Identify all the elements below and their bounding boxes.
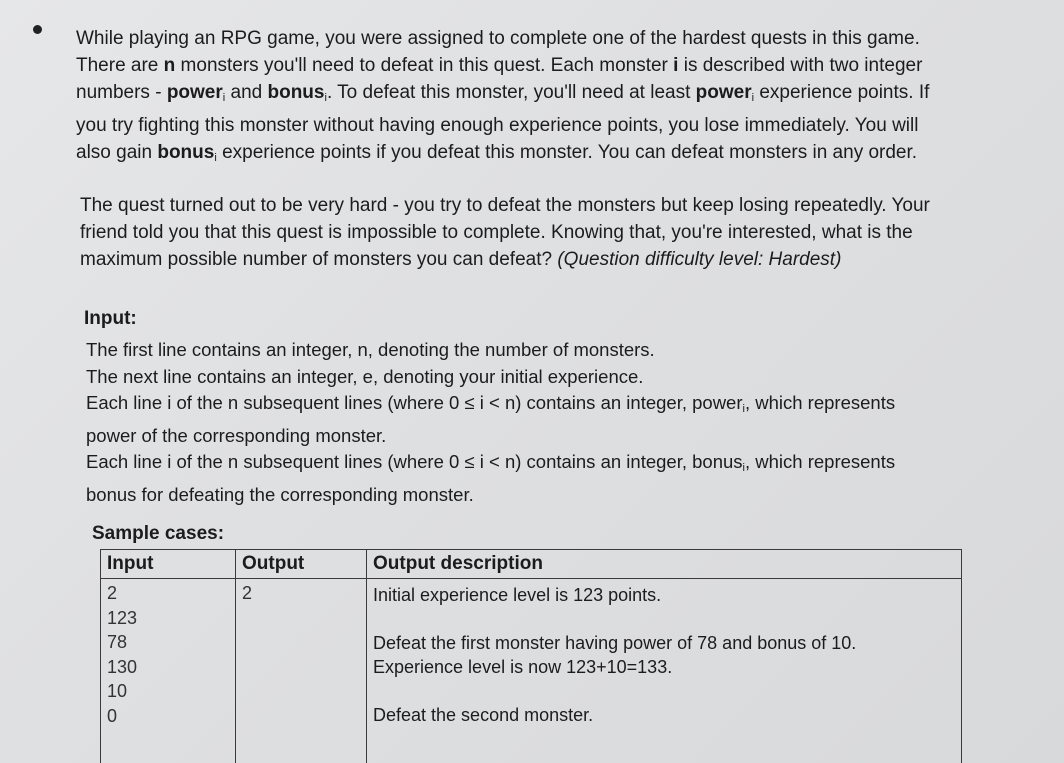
description-line: Initial experience level is 123 points. <box>373 585 662 605</box>
input-heading: Input: <box>84 308 137 329</box>
input-value: 130 <box>107 656 138 677</box>
quest-line-1: The quest turned out to be very hard - you try to defeat the monsters but keep losing repeatedly. Your <box>80 195 930 216</box>
input-value: 78 <box>107 632 128 652</box>
input-line-2: The next line contains an integer, e, denoting your initial experience. <box>86 365 644 387</box>
intro-paragraph <box>76 25 1036 172</box>
table-row <box>101 579 962 763</box>
quest-line-3: maximum possible number of monsters you can defeat? (Question difficulty level: Hardest) <box>80 249 842 270</box>
description-line: Defeat the second monster. <box>373 705 594 725</box>
input-line-1: The first line contains an integer, n, denoting the number of monsters. <box>86 339 655 360</box>
input-cell <box>101 579 236 763</box>
description-line: Experience level is now 123+10=133. <box>373 657 673 677</box>
input-line-4: power of the corresponding monster. <box>86 424 387 446</box>
input-value: 123 <box>107 607 138 628</box>
description-cell <box>367 579 962 763</box>
sample-cases-heading: Sample cases: <box>92 523 225 544</box>
output-value: 2 <box>242 583 253 603</box>
header-output: Output <box>236 550 367 579</box>
input-value: 0 <box>107 705 118 726</box>
sample-cases-table <box>100 549 962 763</box>
input-description <box>86 337 1026 508</box>
bullet-point <box>33 25 42 34</box>
output-cell <box>236 579 367 763</box>
intro-line-2: There are n monsters you'll need to defeat in this quest. Each monster i is described with two integer <box>76 55 923 76</box>
quest-line-2: friend told you that this quest is impossible to complete. Knowing that, you're interested, what is the <box>80 222 913 243</box>
intro-line-5: also gain bonus$_i$ experience points if you defeat this monster. You can defeat monsters in any order. <box>76 142 918 164</box>
intro-line-3: numbers - power$_i$ and bonus$_i$. To defeat this monster, you'll need at least power$_i$ experience points. If <box>76 82 930 104</box>
description-line: Defeat the first monster having power of 78 and bonus of 10. <box>373 633 857 653</box>
intro-line-4: you try fighting this monster without having enough experience points, you lose immediately. You will <box>76 115 919 136</box>
difficulty-label: (Question difficulty level: Hardest) <box>557 249 842 270</box>
table-header-row <box>101 550 962 579</box>
header-output-description: Output description <box>367 550 962 579</box>
input-line-3: Each line i of the n subsequent lines (where 0 ≤ i < n) contains an integer, power$_i$, which represents <box>86 392 896 415</box>
input-line-5: Each line i of the n subsequent lines (where 0 ≤ i < n) contains an integer, bonus$_i$, which represents <box>86 451 896 474</box>
input-value: 10 <box>107 681 128 701</box>
intro-line-1: While playing an RPG game, you were assigned to complete one of the hardest quests in this game. <box>76 28 920 49</box>
quest-paragraph <box>80 192 1030 273</box>
input-value: 2 <box>107 583 118 603</box>
header-input: Input <box>101 550 236 579</box>
input-line-6: bonus for defeating the corresponding monster. <box>86 483 474 505</box>
